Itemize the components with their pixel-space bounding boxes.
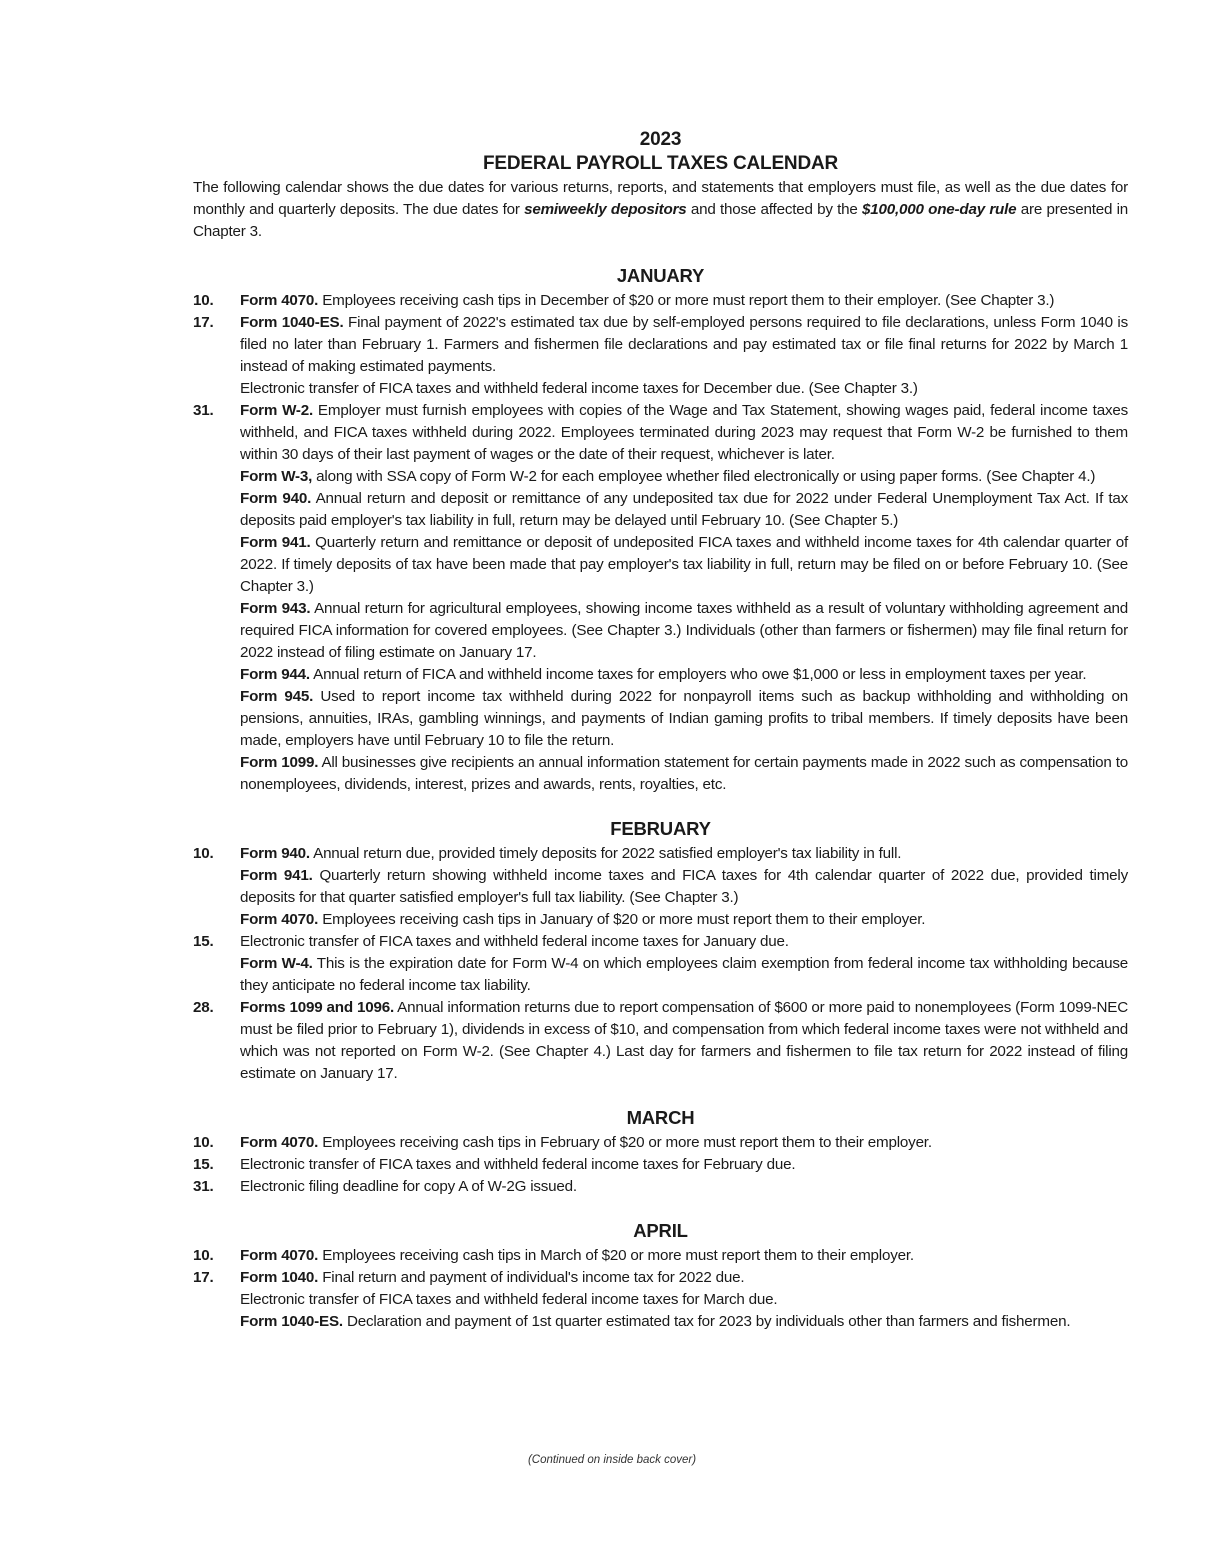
form-name: Form 4070.: [240, 911, 319, 928]
form-name: Form W-2.: [240, 402, 314, 419]
form-name: Form 943.: [240, 600, 311, 617]
entry-items: [240, 931, 1128, 997]
form-name: Form 940.: [240, 845, 310, 862]
intro-text: and those affected by the: [686, 201, 862, 218]
entry-item: [240, 865, 1128, 909]
item-text: Annual return and deposit or remittance of any undeposited tax due for 2022 under Federal Unemployment Tax Act. If tax deposits paid employer's tax liability in full, return may be delayed until February 10. (See Chapter 5.): [240, 490, 1128, 529]
month-heading: JANUARY: [616, 265, 705, 286]
entry-day: 10.: [193, 1247, 214, 1264]
calendar-entry: [193, 997, 1128, 1085]
entry-items: [240, 1245, 1128, 1267]
months-list: [193, 264, 1128, 1333]
item-text: Employer must furnish employees with copies of the Wage and Tax Statement, showing wages paid, federal income taxes withheld, and FICA taxes withheld during 2022. Employees terminated during 2023 may request that Form W-2 be furnished to them within 30 days of their last payment of wages or the date of their request, whichever is later.: [240, 402, 1128, 463]
item-text: Used to report income tax withheld during 2022 for nonpayroll items such as backup withholding and withholding on pensions, annuities, IRAs, gambling winnings, and payments of Indian gaming profits to tribal members. If timely deposits have been made, employers have until February 10 to file the return.: [240, 688, 1128, 749]
calendar-entry: [193, 290, 1128, 312]
calendar-entry: [193, 843, 1128, 931]
entry-day: 28.: [193, 999, 214, 1016]
form-name: Form 1040-ES.: [240, 314, 344, 331]
entry-item: [240, 909, 1128, 931]
entry-item: [240, 488, 1128, 532]
entry-item: [240, 466, 1128, 488]
entry-items: [240, 1267, 1128, 1333]
entry-item: [240, 953, 1128, 997]
form-name: Form 4070.: [240, 292, 319, 309]
calendar-entry: [193, 400, 1128, 796]
item-text: All businesses give recipients an annual information statement for certain payments made in 2022 such as compensation to nonemployees, dividends, interest, prizes and awards, rents, royalties, etc.: [240, 754, 1128, 793]
item-text: Employees receiving cash tips in January of $20 or more must report them to their employer.: [318, 911, 926, 928]
item-text: Annual information returns due to report compensation of $600 or more paid to nonemployees (Form 1099-NEC must be filed prior to February 1), dividends in excess of $10, and compensation from which federal income taxes were not withheld and which was not reported on Form W-2. (See Chapter 4.) Last day for farmers and fishermen to file tax return for 2022 instead of filing estimate on January 17.: [240, 999, 1128, 1082]
intro-text: The following calendar shows the due dates for various returns, reports, and statements that employers must file, as well as the due dates for monthly and quarterly deposits. The due dates for: [193, 179, 1128, 218]
entry-item: [240, 686, 1128, 752]
form-name: Form W-3,: [240, 468, 313, 485]
form-name: Form 941.: [240, 534, 311, 551]
item-text: Employees receiving cash tips in December of $20 or more must report them to their employer. (See Chapter 3.): [318, 292, 1055, 309]
item-text: Electronic filing deadline for copy A of W-2G issued.: [240, 1178, 577, 1195]
calendar-page: [193, 128, 1128, 1333]
calendar-entry: [193, 312, 1128, 400]
form-name: Form 1040.: [240, 1269, 319, 1286]
month-section-april: [193, 1219, 1128, 1333]
calendar-entry: [193, 1154, 1128, 1176]
entry-item: [240, 752, 1128, 796]
entry-day: 10.: [193, 845, 214, 862]
item-text: Electronic transfer of FICA taxes and withheld federal income taxes for February due.: [240, 1156, 796, 1173]
entry-item: [240, 1132, 1128, 1154]
entry-item: [240, 598, 1128, 664]
entry-items: [240, 290, 1128, 312]
entry-item: [240, 378, 1128, 400]
intro-emphasis: semiweekly depositors: [524, 201, 687, 218]
entry-item: [240, 1267, 1128, 1289]
entry-items: [240, 1176, 1128, 1198]
entry-item: [240, 312, 1128, 378]
entry-items: [240, 312, 1128, 400]
form-name: Form 944.: [240, 666, 310, 683]
form-name: Form 941.: [240, 867, 313, 884]
entry-day: 10.: [193, 292, 214, 309]
entry-item: [240, 290, 1128, 312]
form-name: Form 945.: [240, 688, 314, 705]
month-section-january: [193, 264, 1128, 796]
entry-item: [240, 532, 1128, 598]
entry-item: [240, 1289, 1128, 1311]
month-heading: MARCH: [626, 1107, 695, 1128]
entry-item: [240, 997, 1128, 1085]
continued-note: (Continued on inside back cover): [527, 1454, 697, 1466]
item-text: Employees receiving cash tips in March of $20 or more must report them to their employer.: [318, 1247, 914, 1264]
item-text: Electronic transfer of FICA taxes and withheld federal income taxes for January due.: [240, 933, 789, 950]
item-text: Annual return for agricultural employees, showing income taxes withheld as a result of voluntary withholding agreement and required FICA information for covered employees. (See Chapter 3.) Individuals (other than farmers or fishermen) may file final return for 2022 instead of filing estimate on January 17.: [240, 600, 1128, 661]
item-text: Employees receiving cash tips in February of $20 or more must report them to their employer.: [318, 1134, 932, 1151]
item-text: Annual return of FICA and withheld income taxes for employers who owe $1,000 or less in employment taxes per year.: [309, 666, 1087, 683]
entry-items: [240, 843, 1128, 931]
entry-day: 31.: [193, 1178, 214, 1195]
entry-item: [240, 664, 1128, 686]
item-text: Quarterly return showing withheld income taxes and FICA taxes for 4th calendar quarter of 2022 due, provided timely deposits for that quarter satisfied employer's full tax liability. (See Chapter 3.): [240, 867, 1128, 906]
month-section-february: [193, 817, 1128, 1085]
entry-item: [240, 931, 1128, 953]
calendar-entry: [193, 1245, 1128, 1267]
calendar-entry: [193, 931, 1128, 997]
calendar-entry: [193, 1267, 1128, 1333]
entry-day: 15.: [193, 933, 214, 950]
form-name: Form 940.: [240, 490, 312, 507]
entry-item: [240, 1311, 1128, 1333]
entry-item: [240, 400, 1128, 466]
entry-items: [240, 1154, 1128, 1176]
form-name: Forms 1099 and 1096.: [240, 999, 394, 1016]
month-heading: FEBRUARY: [610, 818, 711, 839]
page-title: FEDERAL PAYROLL TAXES CALENDAR: [482, 153, 839, 174]
form-name: Form W-4.: [240, 955, 313, 972]
form-name: Form 4070.: [240, 1134, 319, 1151]
entry-item: [240, 1176, 1128, 1198]
entry-item: [240, 843, 1128, 865]
form-name: Form 1099.: [240, 754, 319, 771]
item-text: Annual return due, provided timely deposits for 2022 satisfied employer's tax liability in full.: [309, 845, 902, 862]
entry-items: [240, 1132, 1128, 1154]
intro-paragraph: [193, 177, 1128, 243]
entry-day: 17.: [193, 1269, 214, 1286]
entry-item: [240, 1245, 1128, 1267]
entry-day: 31.: [193, 402, 214, 419]
item-text: Electronic transfer of FICA taxes and withheld federal income taxes for March due.: [240, 1291, 778, 1308]
item-text: Declaration and payment of 1st quarter estimated tax for 2023 by individuals other than farmers and fishermen.: [342, 1313, 1071, 1330]
entry-item: [240, 1154, 1128, 1176]
form-name: Form 4070.: [240, 1247, 319, 1264]
item-text: This is the expiration date for Form W-4 on which employees claim exemption from federal income tax withholding because they anticipate no federal income tax liability.: [240, 955, 1128, 994]
item-text: Final payment of 2022's estimated tax due by self-employed persons required to file declarations, unless Form 1040 is filed no later than February 1. Farmers and fishermen file declarations and pay estimated tax or file final returns for 2022 by March 1 instead of making estimated payments.: [240, 314, 1128, 375]
intro-text: are presented in Chapter 3.: [193, 201, 1129, 240]
entry-day: 15.: [193, 1156, 214, 1173]
item-text: Quarterly return and remittance or deposit of undeposited FICA taxes and withheld income taxes for 4th calendar quarter of 2022. If timely deposits of tax have been made that pay employer's tax liability in full, return may be filed on or before February 10. (See Chapter 3.): [240, 534, 1128, 595]
item-text: Final return and payment of individual's income tax for 2022 due.: [318, 1269, 745, 1286]
page-year: 2023: [639, 129, 682, 150]
month-heading: APRIL: [633, 1220, 688, 1241]
calendar-entry: [193, 1176, 1128, 1198]
entry-day: 10.: [193, 1134, 214, 1151]
month-section-march: [193, 1106, 1128, 1198]
entry-items: [240, 997, 1128, 1085]
calendar-entry: [193, 1132, 1128, 1154]
item-text: along with SSA copy of Form W-2 for each employee whether filed electronically or using paper forms. (See Chapter 4.): [312, 468, 1096, 485]
form-name: Form 1040-ES.: [240, 1313, 343, 1330]
intro-emphasis: $100,000 one-day rule: [862, 201, 1017, 218]
entry-day: 17.: [193, 314, 214, 331]
item-text: Electronic transfer of FICA taxes and withheld federal income taxes for December due. (See Chapter 3.): [240, 380, 918, 397]
entry-items: [240, 400, 1128, 796]
